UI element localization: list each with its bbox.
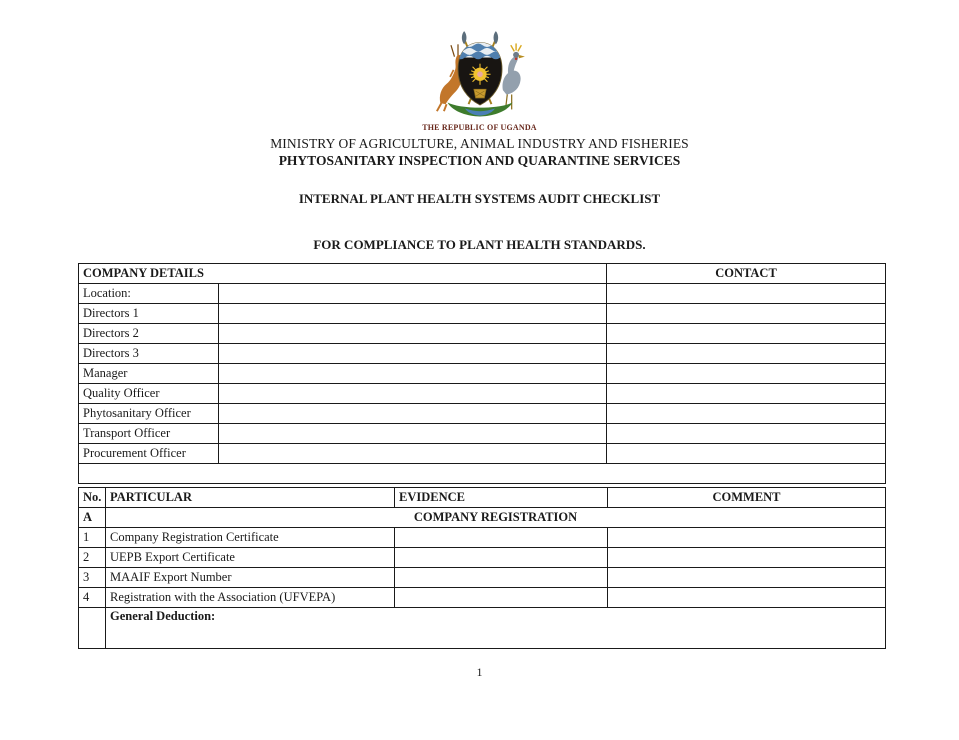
item-number: 4 [79, 588, 106, 608]
item-evidence-cell [395, 528, 608, 548]
document-subtitle: FOR COMPLIANCE TO PLANT HEALTH STANDARDS. [313, 237, 646, 252]
row-value-cell [219, 364, 607, 384]
empty-spacer-row [79, 464, 886, 484]
row-label: Quality Officer [79, 384, 219, 404]
crane-icon [502, 43, 524, 109]
section-title: COMPANY REGISTRATION [106, 508, 886, 528]
item-number: 1 [79, 528, 106, 548]
checklist-table [78, 487, 886, 649]
row-contact-cell [607, 384, 886, 404]
row-contact-cell [607, 304, 886, 324]
checklist-item-row [79, 528, 886, 548]
company-details-table [78, 263, 886, 484]
evidence-column-header: EVIDENCE [395, 488, 608, 508]
item-comment-cell [608, 548, 886, 568]
checklist-item-row [79, 548, 886, 568]
item-comment-cell [608, 588, 886, 608]
row-contact-cell [607, 444, 886, 464]
item-number: 3 [79, 568, 106, 588]
page-number: 1 [476, 665, 483, 679]
row-value-cell [219, 324, 607, 344]
table-row [79, 364, 886, 384]
company-table-header-row [79, 264, 886, 284]
row-contact-cell [607, 284, 886, 304]
item-evidence-cell [395, 548, 608, 568]
item-particular: MAAIF Export Number [106, 568, 395, 588]
row-value-cell [219, 344, 607, 364]
row-contact-cell [607, 364, 886, 384]
comment-column-header: COMMENT [608, 488, 886, 508]
row-label: Directors 1 [79, 304, 219, 324]
no-column-header: No. [79, 488, 106, 508]
row-contact-cell [607, 344, 886, 364]
emblem-caption: THE REPUBLIC OF UGANDA [422, 123, 537, 132]
row-value-cell [219, 284, 607, 304]
document-header [0, 0, 959, 253]
checklist-item-row [79, 568, 886, 588]
item-number: 2 [79, 548, 106, 568]
row-label: Phytosanitary Officer [79, 404, 219, 424]
contact-header: CONTACT [607, 264, 886, 284]
company-details-header: COMPANY DETAILS [79, 264, 607, 284]
section-letter: A [79, 508, 106, 528]
table-row [79, 344, 886, 364]
page-footer [0, 665, 959, 680]
item-particular: UEPB Export Certificate [106, 548, 395, 568]
row-label: Directors 2 [79, 324, 219, 344]
item-particular: Company Registration Certificate [106, 528, 395, 548]
particular-column-header: PARTICULAR [106, 488, 395, 508]
table-row [79, 384, 886, 404]
row-contact-cell [607, 404, 886, 424]
empty-row-cell [79, 464, 886, 484]
item-evidence-cell [395, 588, 608, 608]
item-evidence-cell [395, 568, 608, 588]
shield-icon [456, 43, 502, 105]
row-value-cell [219, 424, 607, 444]
section-row [79, 508, 886, 528]
drum-icon [473, 89, 485, 98]
checklist-item-row [79, 588, 886, 608]
table-row [79, 284, 886, 304]
row-value-cell [219, 304, 607, 324]
table-row [79, 444, 886, 464]
row-label: Transport Officer [79, 424, 219, 444]
row-label: Location: [79, 284, 219, 304]
item-comment-cell [608, 528, 886, 548]
document-title: INTERNAL PLANT HEALTH SYSTEMS AUDIT CHECKLIST [298, 191, 661, 206]
general-deduction-row [79, 608, 886, 649]
department-title: PHYTOSANITARY INSPECTION AND QUARANTINE SERVICES [278, 153, 681, 168]
row-label: Manager [79, 364, 219, 384]
tables-section [78, 263, 885, 649]
table-row [79, 304, 886, 324]
table-row [79, 404, 886, 424]
table-row [79, 424, 886, 444]
row-value-cell [219, 404, 607, 424]
general-deduction-no-cell [79, 608, 106, 649]
item-comment-cell [608, 568, 886, 588]
item-particular: Registration with the Association (UFVEPA) [106, 588, 395, 608]
row-value-cell [219, 384, 607, 404]
row-label: Directors 3 [79, 344, 219, 364]
checklist-header-row [79, 488, 886, 508]
table-row [79, 324, 886, 344]
row-contact-cell [607, 324, 886, 344]
row-value-cell [219, 444, 607, 464]
uganda-coat-of-arms-icon [414, 30, 546, 122]
row-contact-cell [607, 424, 886, 444]
ministry-title: MINISTRY OF AGRICULTURE, ANIMAL INDUSTRY AND FISHERIES [270, 136, 689, 151]
row-label: Procurement Officer [79, 444, 219, 464]
general-deduction-label: General Deduction: [106, 608, 886, 649]
